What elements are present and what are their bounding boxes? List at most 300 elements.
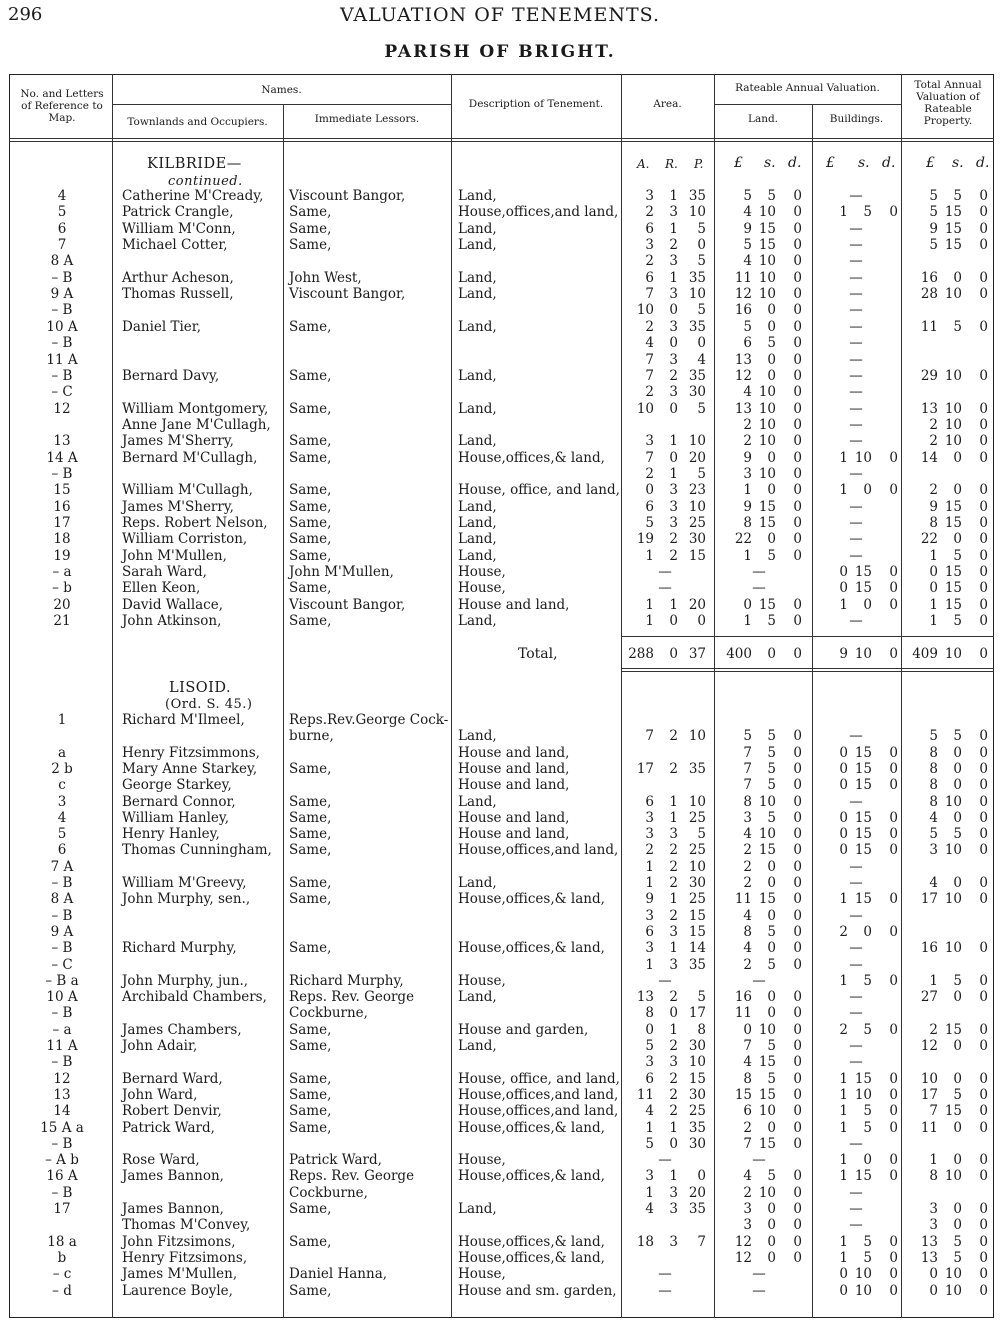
bld-value-cell: 15: [854, 826, 872, 843]
tot-value-cell: 0: [979, 1086, 988, 1103]
tot-value-cell: 10: [944, 400, 962, 417]
area-value-cell: 2: [669, 842, 678, 859]
ref-cell: – B: [51, 1054, 73, 1071]
tot-value-cell: 0: [953, 809, 962, 826]
lessor-cell: Viscount Bangor,: [289, 188, 406, 204]
area-total-cell: 288: [628, 646, 654, 662]
page-title: VALUATION OF TENEMENTS.: [339, 4, 661, 26]
lessor-cell: Same,: [289, 1038, 332, 1054]
tot-value-cell: 8: [929, 793, 938, 810]
tot-value-cell: 0: [953, 989, 962, 1006]
tot-value-cell: 0: [953, 875, 962, 891]
description-cell: Land,: [458, 433, 497, 450]
area-value-cell: 3: [669, 1054, 678, 1071]
area-value-cell: 10: [688, 1054, 706, 1071]
tot-value-cell: 0: [979, 220, 988, 237]
tot-unit-pound: £: [926, 155, 935, 171]
land-value-cell: 0: [793, 302, 802, 319]
area-value-cell: 0: [669, 400, 678, 417]
land-value-cell: 0: [793, 1168, 802, 1185]
ref-cell: – B: [51, 1135, 73, 1152]
land-value-cell: 15: [758, 1054, 776, 1071]
description-cell: Land,: [458, 1201, 497, 1217]
bld-value-cell: 0: [839, 744, 848, 761]
land-value-cell: 15: [758, 842, 776, 859]
ref-cell: – B: [51, 907, 73, 924]
land-unit-s: s.: [764, 155, 776, 171]
bld-unit-s: s.: [858, 155, 870, 171]
area-total-cell: 37: [688, 646, 706, 662]
tot-value-cell: 0: [929, 580, 938, 597]
area-dash-cell: —: [658, 1266, 672, 1283]
area-value-cell: 10: [688, 728, 706, 745]
bld-dash-cell: —: [849, 416, 863, 433]
lessor-cell: Same,: [289, 367, 332, 384]
area-value-cell: 1: [669, 1119, 678, 1136]
ref-cell: a: [57, 744, 67, 761]
bld-dash-cell: —: [849, 1005, 863, 1022]
land-value-cell: 10: [758, 1103, 776, 1120]
bld-value-cell: 1: [839, 482, 848, 499]
ref-cell: 16 A: [46, 1168, 78, 1185]
bld-value-cell: 1: [839, 449, 848, 466]
bld-value-cell: 1: [839, 1086, 848, 1103]
description-cell: Land,: [458, 989, 497, 1006]
ref-cell: – B: [51, 1184, 73, 1201]
area-total-cell: 0: [669, 646, 678, 662]
land-value-cell: 7: [743, 744, 752, 761]
tot-value-cell: 0: [979, 269, 988, 286]
tot-value-cell: 0: [979, 891, 988, 908]
tot-value-cell: 16: [920, 269, 938, 286]
land-value-cell: 0: [793, 547, 802, 564]
land-value-cell: 6: [743, 1103, 752, 1120]
bld-value-cell: 0: [889, 449, 898, 466]
area-value-cell: 7: [645, 286, 654, 303]
lessor-cell: Same,: [289, 1021, 332, 1038]
lessor-cell: Same,: [289, 515, 332, 531]
area-value-cell: 18: [636, 1233, 654, 1250]
tot-value-cell: 3: [929, 1201, 938, 1217]
area-value-cell: 1: [669, 269, 678, 286]
land-value-cell: 0: [793, 1184, 802, 1201]
ref-cell: 6: [57, 842, 67, 859]
land-value-cell: 5: [767, 1070, 776, 1087]
tot-value-cell: 5: [953, 1233, 962, 1250]
land-value-cell: 5: [743, 188, 752, 204]
header-rule: [714, 104, 901, 105]
ref-cell: 2 b: [51, 760, 73, 777]
tot-value-cell: 9: [929, 220, 938, 237]
area-value-cell: 10: [636, 302, 654, 319]
land-value-cell: 4: [743, 1168, 752, 1185]
bld-value-cell: 0: [839, 760, 848, 777]
area-value-cell: 2: [669, 760, 678, 777]
bld-dash-cell: —: [849, 188, 863, 204]
tot-value-cell: 10: [944, 1266, 962, 1283]
land-value-cell: 0: [793, 253, 802, 270]
tot-value-cell: 0: [953, 449, 962, 466]
area-value-cell: 4: [645, 335, 654, 352]
land-value-cell: 5: [767, 613, 776, 630]
ref-cell: 17: [53, 1201, 71, 1217]
occupier-cell: Richard M'Ilmeel,: [122, 712, 245, 728]
bld-dash-cell: —: [849, 335, 863, 352]
bld-value-cell: 15: [854, 1070, 872, 1087]
tot-value-cell: 4: [929, 875, 938, 891]
tot-value-cell: 15: [944, 596, 962, 613]
ref-cell: 20: [53, 596, 71, 613]
description-cell: Land,: [458, 188, 497, 204]
tot-value-cell: 0: [979, 777, 988, 794]
bld-value-cell: 10: [854, 1086, 872, 1103]
tot-value-cell: 5: [953, 1249, 962, 1266]
area-value-cell: 20: [688, 1184, 706, 1201]
occupier-cell: James Chambers,: [122, 1021, 242, 1038]
bld-value-cell: 0: [889, 777, 898, 794]
lessor-cell: Same,: [289, 842, 332, 859]
area-value-cell: 3: [669, 204, 678, 221]
land-value-cell: 0: [767, 907, 776, 924]
bld-value-cell: 15: [854, 891, 872, 908]
occupier-cell: Sarah Ward,: [122, 564, 207, 581]
area-value-cell: 5: [697, 989, 706, 1006]
description-cell: House,offices,& land,: [458, 1249, 605, 1266]
col-divider: [451, 74, 452, 1318]
ref-cell: 11 A: [46, 351, 78, 368]
ref-cell: b: [57, 1249, 67, 1266]
bld-value-cell: 5: [863, 1119, 872, 1136]
land-value-cell: 0: [793, 777, 802, 794]
area-value-cell: 2: [645, 384, 654, 401]
ref-cell: 8 A: [50, 253, 74, 270]
ref-cell: 17: [53, 515, 71, 531]
area-value-cell: 3: [669, 1233, 678, 1250]
ref-cell: 4: [57, 809, 67, 826]
area-value-cell: 5: [697, 465, 706, 482]
ref-cell: – a: [52, 564, 72, 581]
land-value-cell: 0: [767, 318, 776, 335]
bld-dash-cell: —: [849, 351, 863, 368]
land-value-cell: 0: [793, 384, 802, 401]
tot-value-cell: 13: [920, 1249, 938, 1266]
bld-value-cell: 15: [854, 809, 872, 826]
tot-value-cell: 1: [929, 972, 938, 989]
lessor-cell: Same,: [289, 547, 332, 564]
lessor-cell: Patrick Ward,: [289, 1152, 382, 1169]
description-cell: House and garden,: [458, 1021, 589, 1038]
land-value-cell: 9: [743, 498, 752, 515]
tot-value-cell: 0: [979, 1266, 988, 1283]
tot-value-cell: 10: [944, 286, 962, 303]
bld-value-cell: 15: [854, 744, 872, 761]
tot-value-cell: 10: [944, 416, 962, 433]
land-value-cell: 15: [758, 237, 776, 254]
bld-value-cell: 0: [889, 1282, 898, 1299]
lessor-cell: Same,: [289, 1233, 332, 1250]
tot-value-cell: 16: [920, 940, 938, 957]
area-value-cell: 7: [645, 449, 654, 466]
tot-value-cell: 10: [944, 1282, 962, 1299]
tot-unit-d: d.: [976, 155, 990, 171]
land-value-cell: 15: [758, 515, 776, 531]
land-value-cell: 2: [743, 1184, 752, 1201]
area-value-cell: 35: [688, 269, 706, 286]
tot-value-cell: 5: [953, 728, 962, 745]
area-value-cell: 2: [669, 531, 678, 548]
tot-total-cell: 0: [979, 646, 988, 662]
land-value-cell: 9: [743, 220, 752, 237]
occupier-cell: Ellen Keon,: [122, 580, 201, 597]
lessor-cell: Same,: [289, 875, 332, 891]
description-cell: House,offices,& land,: [458, 449, 605, 466]
area-value-cell: 3: [645, 907, 654, 924]
area-value-cell: 2: [669, 1103, 678, 1120]
ref-cell: – B: [51, 302, 73, 319]
tot-value-cell: 0: [979, 1201, 988, 1217]
land-value-cell: 5: [743, 728, 752, 745]
land-value-cell: 0: [793, 237, 802, 254]
description-cell: Land,: [458, 515, 497, 531]
tot-value-cell: 0: [979, 188, 988, 204]
area-value-cell: 20: [688, 596, 706, 613]
tot-value-cell: 4: [929, 809, 938, 826]
area-value-cell: 23: [688, 482, 706, 499]
occupier-cell: William Corriston,: [122, 531, 248, 548]
area-value-cell: 35: [688, 1119, 706, 1136]
tot-value-cell: 3: [929, 842, 938, 859]
tot-value-cell: 5: [953, 547, 962, 564]
description-cell: House and land,: [458, 760, 570, 777]
occupier-cell: Arthur Acheson,: [122, 269, 234, 286]
area-value-cell: 10: [688, 433, 706, 450]
occupier-cell: Patrick Ward,: [122, 1119, 215, 1136]
section-kilbride-title: KILBRIDE—: [147, 156, 242, 172]
lessor-cell: Same,: [289, 482, 332, 499]
tot-value-cell: 5: [953, 1086, 962, 1103]
land-value-cell: 0: [793, 1233, 802, 1250]
land-value-cell: 2: [743, 433, 752, 450]
area-value-cell: 3: [669, 318, 678, 335]
ref-cell: 15: [53, 482, 71, 499]
description-cell: House and land,: [458, 777, 570, 794]
lessor-cell: Viscount Bangor,: [289, 596, 406, 613]
area-value-cell: 30: [688, 875, 706, 891]
ref-cell: – B: [51, 367, 73, 384]
area-value-cell: 0: [697, 1168, 706, 1185]
bld-total-cell: 0: [889, 646, 898, 662]
land-value-cell: 0: [793, 531, 802, 548]
area-value-cell: 3: [645, 1168, 654, 1185]
area-value-cell: 3: [669, 826, 678, 843]
bld-value-cell: 1: [839, 1119, 848, 1136]
ref-cell: 9 A: [50, 923, 74, 940]
tot-value-cell: 15: [944, 204, 962, 221]
land-value-cell: 0: [793, 220, 802, 237]
bld-value-cell: 2: [839, 923, 848, 940]
land-value-cell: 0: [793, 760, 802, 777]
bld-value-cell: 0: [889, 809, 898, 826]
land-value-cell: 0: [793, 875, 802, 891]
tot-value-cell: 14: [920, 449, 938, 466]
occupier-cell: James Bannon,: [122, 1201, 224, 1217]
bld-total-cell: 10: [854, 646, 872, 662]
description-cell: House,offices,& land,: [458, 1168, 605, 1185]
bld-value-cell: 15: [854, 564, 872, 581]
occupier-cell: Henry Fitzsimons,: [122, 1249, 248, 1266]
bld-dash-cell: —: [849, 547, 863, 564]
area-dash-cell: —: [658, 564, 672, 581]
area-value-cell: 2: [645, 842, 654, 859]
tot-value-cell: 5: [929, 204, 938, 221]
area-value-cell: 11: [636, 1086, 654, 1103]
bld-value-cell: 1: [839, 1168, 848, 1185]
land-value-cell: 12: [734, 1233, 752, 1250]
area-value-cell: 35: [688, 188, 706, 204]
parish-title: PARISH OF BRIGHT.: [384, 42, 616, 62]
lessor-cell: Same,: [289, 400, 332, 417]
description-cell: House,offices,and land,: [458, 1086, 619, 1103]
occupier-cell: Anne Jane M'Cullagh,: [122, 416, 271, 433]
occupier-cell: John M'Mullen,: [122, 547, 227, 564]
area-value-cell: 25: [688, 515, 706, 531]
ref-cell: – A b: [45, 1152, 79, 1169]
ref-cell: 1: [57, 712, 67, 728]
land-value-cell: 10: [758, 1184, 776, 1201]
bld-value-cell: 0: [889, 1152, 898, 1169]
bld-value-cell: 15: [854, 580, 872, 597]
bld-value-cell: 0: [889, 1233, 898, 1250]
tot-value-cell: 13: [920, 1233, 938, 1250]
land-value-cell: 0: [793, 416, 802, 433]
area-value-cell: 30: [688, 531, 706, 548]
area-value-cell: 1: [645, 1119, 654, 1136]
land-value-cell: 0: [767, 1217, 776, 1234]
area-value-cell: 3: [669, 515, 678, 531]
lessor-cell: Same,: [289, 1282, 332, 1299]
tot-value-cell: 17: [920, 1086, 938, 1103]
bld-value-cell: 0: [889, 891, 898, 908]
bld-dash-cell: —: [849, 613, 863, 630]
land-value-cell: 5: [767, 547, 776, 564]
bld-value-cell: 1: [839, 972, 848, 989]
lessor-cell: Reps.Rev.George Cock-: [289, 712, 449, 728]
land-value-cell: 10: [758, 384, 776, 401]
bld-value-cell: 15: [854, 842, 872, 859]
ref-cell: 10 A: [46, 318, 78, 335]
land-value-cell: 0: [793, 1038, 802, 1054]
land-value-cell: 0: [793, 1005, 802, 1022]
tot-value-cell: 5: [929, 237, 938, 254]
area-value-cell: 1: [645, 613, 654, 630]
area-value-cell: 3: [645, 809, 654, 826]
lessor-cell: Same,: [289, 1086, 332, 1103]
land-value-cell: 7: [743, 1135, 752, 1152]
tot-value-cell: 0: [979, 1038, 988, 1054]
ref-cell: 21: [53, 613, 71, 630]
area-value-cell: 10: [636, 400, 654, 417]
tot-value-cell: 0: [979, 286, 988, 303]
lessor-cell: Cockburne,: [289, 1184, 368, 1201]
land-value-cell: 5: [767, 760, 776, 777]
col-divider: [812, 104, 813, 1318]
land-value-cell: 0: [767, 1005, 776, 1022]
land-value-cell: 8: [743, 923, 752, 940]
area-value-cell: 6: [645, 269, 654, 286]
tot-value-cell: 5: [953, 188, 962, 204]
area-value-cell: 0: [645, 482, 654, 499]
land-value-cell: 5: [767, 744, 776, 761]
header-rule: [9, 138, 994, 139]
ref-cell: 16: [53, 498, 71, 515]
land-value-cell: 4: [743, 204, 752, 221]
lessor-cell: Cockburne,: [289, 1005, 368, 1022]
occupier-cell: Thomas Cunningham,: [122, 842, 272, 859]
area-value-cell: 3: [645, 433, 654, 450]
area-value-cell: 2: [669, 875, 678, 891]
land-value-cell: 0: [793, 940, 802, 957]
bld-value-cell: 0: [889, 1070, 898, 1087]
area-value-cell: 25: [688, 1103, 706, 1120]
ref-cell: 6: [57, 220, 67, 237]
area-value-cell: 3: [669, 351, 678, 368]
area-value-cell: 35: [688, 367, 706, 384]
area-value-cell: 3: [669, 286, 678, 303]
area-value-cell: 14: [688, 940, 706, 957]
description-cell: House,offices,& land,: [458, 891, 605, 908]
tot-value-cell: 10: [944, 940, 962, 957]
lessor-cell: Same,: [289, 891, 332, 908]
ref-cell: – b: [52, 580, 72, 597]
description-cell: Land,: [458, 547, 497, 564]
occupier-cell: James M'Sherry,: [122, 498, 234, 515]
bld-value-cell: 1: [839, 891, 848, 908]
land-value-cell: 15: [758, 596, 776, 613]
bld-value-cell: 5: [863, 1103, 872, 1120]
bld-value-cell: 15: [854, 777, 872, 794]
tot-value-cell: 28: [920, 286, 938, 303]
tot-value-cell: 10: [944, 891, 962, 908]
bld-value-cell: 1: [839, 1152, 848, 1169]
area-value-cell: 1: [669, 793, 678, 810]
area-value-cell: 1: [669, 1021, 678, 1038]
tot-value-cell: 0: [979, 1152, 988, 1169]
land-value-cell: 15: [758, 1086, 776, 1103]
description-cell: House,: [458, 564, 506, 581]
occupier-cell: Henry Hanley,: [122, 826, 220, 843]
area-value-cell: 10: [688, 498, 706, 515]
description-cell: Land,: [458, 400, 497, 417]
area-value-cell: 3: [645, 188, 654, 204]
tot-value-cell: 0: [953, 1152, 962, 1169]
area-value-cell: 30: [688, 1038, 706, 1054]
tot-value-cell: 15: [944, 564, 962, 581]
tot-value-cell: 1: [929, 1152, 938, 1169]
area-value-cell: 6: [645, 793, 654, 810]
area-value-cell: 0: [697, 335, 706, 352]
lessor-cell: Daniel Hanna,: [289, 1266, 388, 1283]
description-cell: Land,: [458, 318, 497, 335]
area-unit-p: P.: [694, 157, 704, 171]
lessor-cell: Same,: [289, 1070, 332, 1087]
occupier-cell: John Murphy, sen.,: [122, 891, 251, 908]
area-value-cell: 1: [669, 1168, 678, 1185]
tot-value-cell: 0: [979, 809, 988, 826]
tot-value-cell: 0: [979, 613, 988, 630]
description-cell: House,offices,& land,: [458, 1119, 605, 1136]
col-divider: [714, 74, 715, 1318]
area-value-cell: 0: [669, 1005, 678, 1022]
